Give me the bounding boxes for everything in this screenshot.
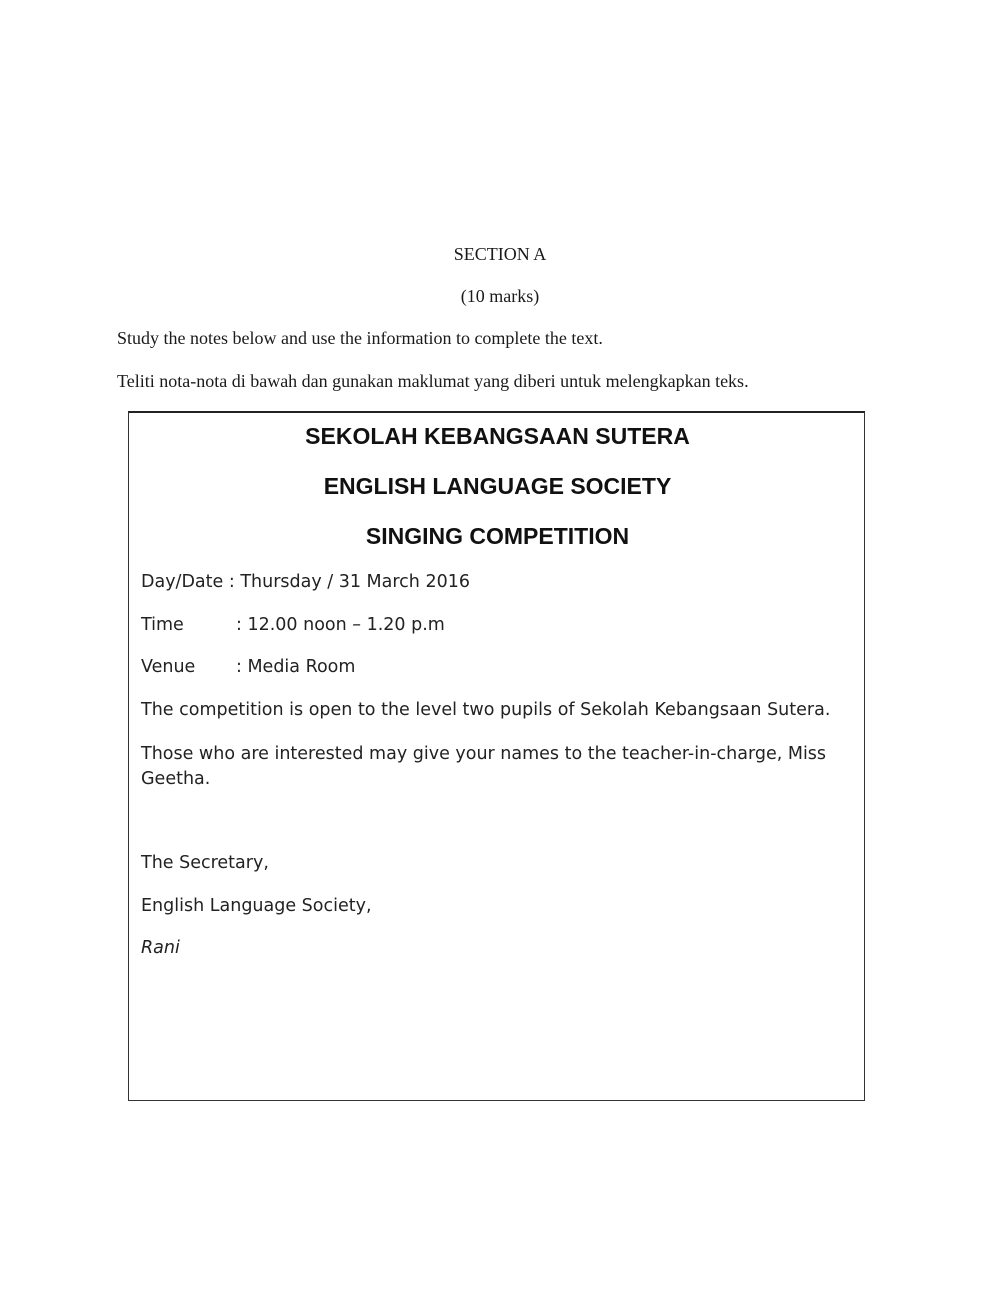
interested-paragraph: Those who are interested may give your names to the teacher-in-charge, Miss Geetha. <box>141 744 827 789</box>
section-marks: (10 marks) <box>460 286 540 306</box>
open-paragraph: The competition is open to the level two pupils of Sekolah Kebangsaan Sutera. <box>141 700 831 720</box>
instruction-malay: Teliti nota-nota di bawah dan gunakan maklumat yang diberi untuk melengkapkan teks. <box>117 371 749 391</box>
venue-row <box>141 657 355 677</box>
notice-box <box>128 411 865 1101</box>
day-date-value: : Thursday / 31 March 2016 <box>228 572 470 592</box>
day-date-row <box>141 572 470 592</box>
day-date-label: Day/Date <box>141 572 224 592</box>
notice-event-heading: SINGING COMPETITION <box>365 523 630 549</box>
section-title: SECTION A <box>453 244 547 264</box>
closing-society: English Language Society, <box>141 896 372 916</box>
closing-signature: Rani <box>141 938 180 958</box>
instruction-english: Study the notes below and use the information to complete the text. <box>117 328 603 348</box>
time-row <box>141 615 445 635</box>
notice-school-heading: SEKOLAH KEBANGSAAN SUTERA <box>305 423 690 449</box>
time-label: Time <box>141 615 184 635</box>
venue-value: : Media Room <box>236 657 356 677</box>
venue-label: Venue <box>141 657 196 677</box>
notice-society-heading: ENGLISH LANGUAGE SOCIETY <box>323 473 672 499</box>
time-value: : 12.00 noon – 1.20 p.m <box>236 615 445 635</box>
closing-secretary: The Secretary, <box>141 853 269 873</box>
